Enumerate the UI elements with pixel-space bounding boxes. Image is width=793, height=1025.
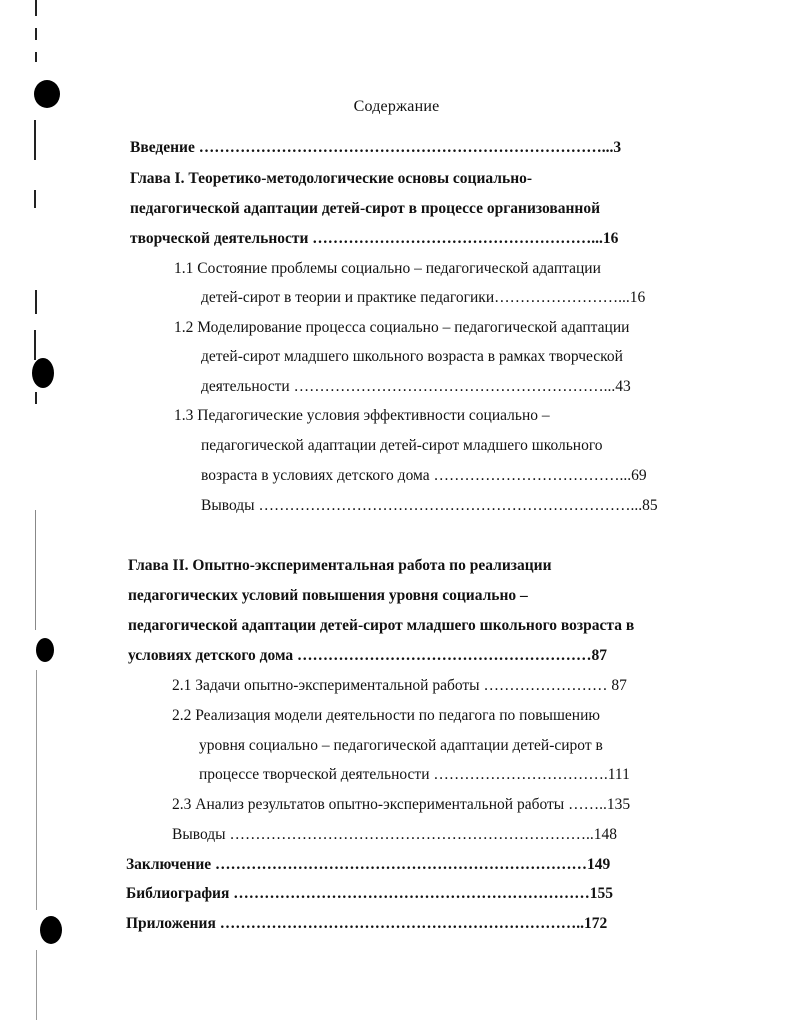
toc-section-1-2-line3: деятельности ……………………………………………………...43 xyxy=(201,378,631,395)
toc-section-2-2-line1: 2.2 Реализация модели деятельности по педагога по повышению xyxy=(172,707,600,724)
toc-entry-bibliography: Библиография ……………………………………………………………155 xyxy=(126,885,613,902)
scan-mark xyxy=(35,0,37,16)
toc-section-1-2-line2: детей-сирот младшего школьного возраста в рамках творческой xyxy=(201,348,623,365)
binder-hole-4 xyxy=(40,916,62,944)
scan-mark xyxy=(34,120,36,160)
scan-mark xyxy=(34,190,36,208)
toc-section-1-3-line1: 1.3 Педагогические условия эффективности социально – xyxy=(174,407,550,424)
scan-mark xyxy=(35,392,37,404)
binder-hole-2 xyxy=(32,358,54,388)
toc-chapter1-line3: творческой деятельности ………………………………………………...16 xyxy=(130,230,619,247)
toc-chapter2-line2: педагогических условий повышения уровня социально – xyxy=(128,587,528,604)
toc-section-1-1-line2: детей-сирот в теории и практике педагогики……………………...16 xyxy=(201,289,646,306)
toc-entry-intro: Введение ……………………………………………………………………...3 xyxy=(130,139,622,156)
toc-section-2-2-line3: процессе творческой деятельности …………………………….111 xyxy=(199,766,630,783)
toc-section-2-2-line2: уровня социально – педагогической адаптации детей-сирот в xyxy=(199,737,603,754)
scan-mark xyxy=(35,510,36,630)
toc-chapter2-line1: Глава II. Опытно-экспериментальная работа по реализации xyxy=(128,557,552,574)
toc-section-1-3-line2: педагогической адаптации детей-сирот младшего школьного xyxy=(201,437,603,454)
scan-mark xyxy=(36,670,37,910)
toc-conclusions-2: Выводы ……………………………………………………………..148 xyxy=(172,826,617,843)
scan-mark xyxy=(35,28,37,40)
toc-entry-conclusion: Заключение ………………………………………………………………149 xyxy=(126,856,611,873)
toc-chapter2-line4: условиях детского дома …………………………………………………87 xyxy=(128,647,608,664)
toc-section-1-2-line1: 1.2 Моделирование процесса социально – педагогической адаптации xyxy=(174,319,630,336)
page-title: Содержание xyxy=(353,98,440,115)
scan-mark xyxy=(35,290,37,314)
toc-section-2-1: 2.1 Задачи опытно-экспериментальной работы …………………… 87 xyxy=(172,677,627,694)
toc-section-1-1-line1: 1.1 Состояние проблемы социально – педагогической адаптации xyxy=(174,260,601,277)
scan-mark xyxy=(34,330,36,360)
toc-chapter1-line1: Глава I. Теоретико-методологические основы социально- xyxy=(130,170,533,187)
toc-section-1-3-line3: возраста в условиях детского дома ………………………………...69 xyxy=(201,467,647,484)
toc-chapter1-line2: педагогической адаптации детей-сирот в процессе организованной xyxy=(130,200,601,217)
binder-hole-3 xyxy=(36,638,54,662)
toc-chapter2-line3: педагогической адаптации детей-сирот младшего школьного возраста в xyxy=(128,617,635,634)
scan-mark xyxy=(35,52,37,62)
toc-conclusions-1: Выводы ………………………………………………………………...85 xyxy=(201,497,658,514)
toc-entry-appendix: Приложения ……………………………………………………………..172 xyxy=(126,915,608,932)
scan-mark xyxy=(36,950,37,1020)
toc-section-2-3: 2.3 Анализ результатов опытно-экспериментальной работы ……..135 xyxy=(172,796,631,813)
